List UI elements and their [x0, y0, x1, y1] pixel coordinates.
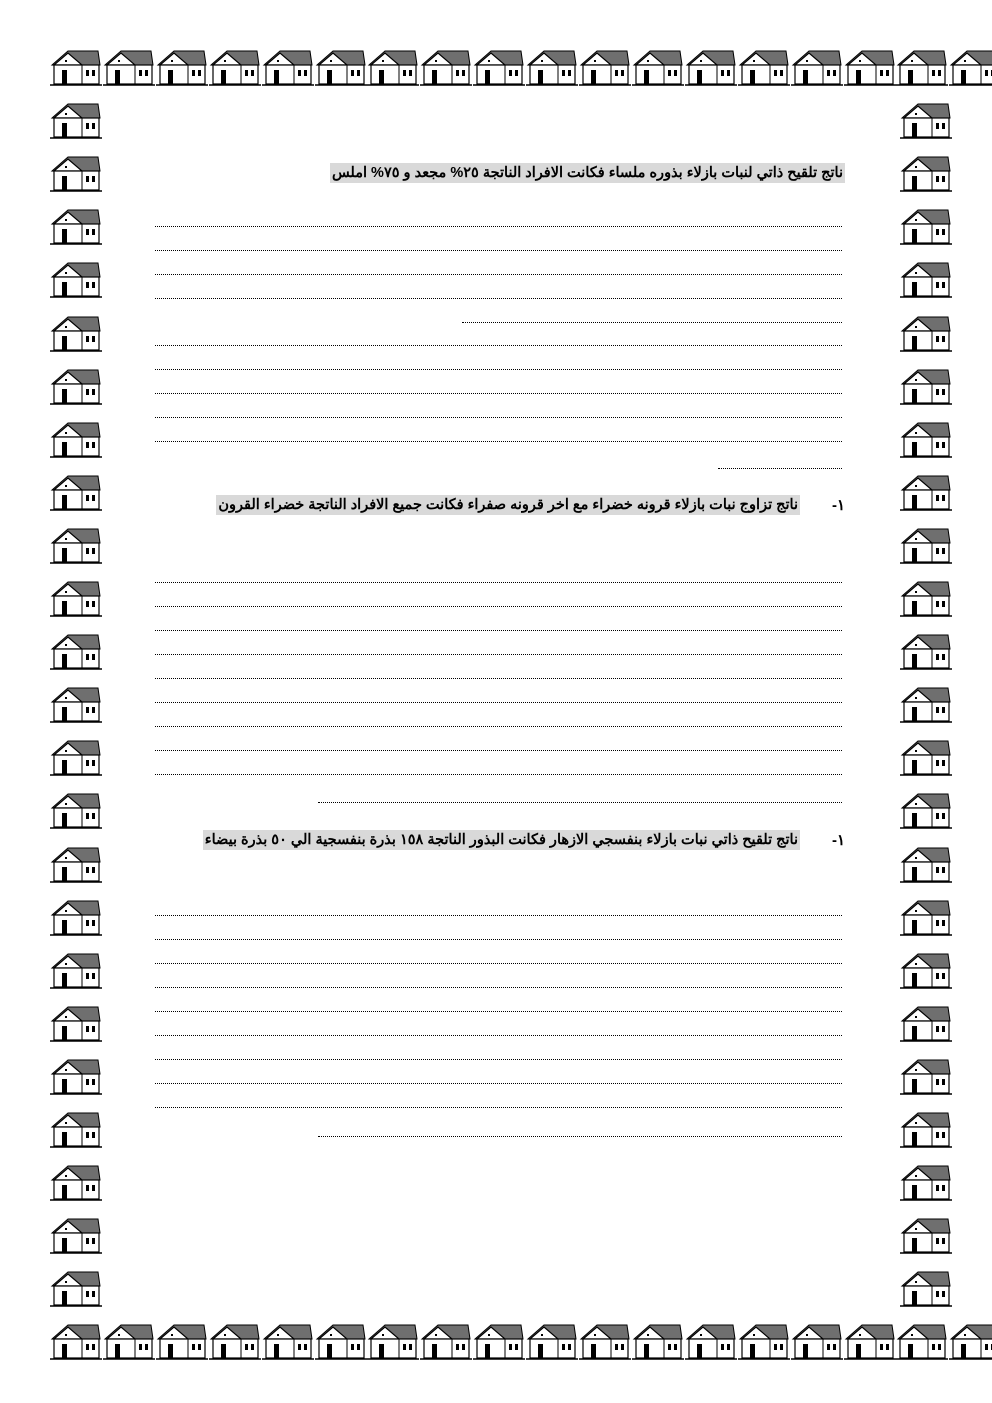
question-2 [155, 492, 845, 519]
answer-line [155, 441, 842, 442]
house-icon [209, 48, 261, 86]
house-icon [50, 1163, 102, 1201]
answer-line [155, 417, 842, 418]
house-icon [262, 48, 314, 86]
house-icon [526, 48, 578, 86]
house-icon [50, 1269, 102, 1307]
house-icon [473, 1322, 525, 1360]
house-icon [50, 1322, 102, 1360]
question-1 [330, 160, 845, 187]
answer-line [155, 1011, 842, 1012]
house-icon [156, 48, 208, 86]
house-icon [50, 738, 102, 776]
house-icon [50, 791, 102, 829]
house-icon [791, 48, 843, 86]
house-icon [900, 1110, 952, 1148]
house-icon [685, 1322, 737, 1360]
answer-line [155, 250, 842, 251]
house-icon [900, 1269, 952, 1307]
house-icon [50, 685, 102, 723]
answer-line [155, 774, 842, 775]
house-icon [50, 1004, 102, 1042]
house-icon [50, 951, 102, 989]
house-icon [50, 101, 102, 139]
house-icon [900, 845, 952, 883]
house-icon [420, 1322, 472, 1360]
house-icon [632, 48, 684, 86]
house-icon [738, 1322, 790, 1360]
house-icon [367, 48, 419, 86]
house-icon [50, 1110, 102, 1148]
house-icon [900, 1004, 952, 1042]
house-icon [579, 1322, 631, 1360]
answer-line [155, 939, 842, 940]
house-icon [473, 48, 525, 86]
house-icon [949, 1322, 992, 1360]
house-icon [579, 48, 631, 86]
answer-line [155, 630, 842, 631]
house-icon [949, 48, 992, 86]
question-2-number: ١- [831, 497, 845, 514]
house-icon [50, 314, 102, 352]
answer-line [155, 987, 842, 988]
house-icon [50, 845, 102, 883]
house-icon [900, 420, 952, 458]
house-icon [900, 473, 952, 511]
answer-line [155, 298, 842, 299]
question-3-text: ناتج تلقيح ذاتي نبات بازلاء بنفسجي الازهار فكانت البذور الناتجة ١٥٨ بذرة بنفسجية الي ٥٠ بذرة بيضاء [204, 832, 798, 848]
answer-line [155, 963, 842, 964]
answer-line [155, 582, 842, 583]
house-icon [844, 1322, 896, 1360]
answer-line [318, 802, 842, 803]
answer-line [155, 345, 842, 346]
house-icon [50, 632, 102, 670]
house-icon [50, 154, 102, 192]
house-icon [900, 685, 952, 723]
answer-line [155, 726, 842, 727]
answer-line [155, 1107, 842, 1108]
house-icon [900, 367, 952, 405]
house-icon [900, 207, 952, 245]
house-icon [900, 632, 952, 670]
house-icon [315, 1322, 367, 1360]
house-icon [420, 48, 472, 86]
house-icon [900, 738, 952, 776]
house-icon [526, 1322, 578, 1360]
question-3 [155, 827, 845, 854]
question-1-text: ناتج تلقيح ذاتي لنبات بازلاء بذوره ملساء فكانت الافراد الناتجة ٢٥% مجعد و ٧٥% املس [331, 165, 843, 181]
house-icon [900, 101, 952, 139]
house-icon [900, 1163, 952, 1201]
house-icon [632, 1322, 684, 1360]
house-icon [900, 314, 952, 352]
house-icon [900, 1216, 952, 1254]
house-icon [50, 48, 102, 86]
question-2-text: ناتج تزاوج نبات بازلاء قرونه خضراء مع اخر قرونه صفراء فكانت جميع الافراد الناتجة خضراء القرون [218, 497, 798, 513]
answer-line [318, 1136, 842, 1137]
answer-line [155, 1083, 842, 1084]
house-icon [900, 526, 952, 564]
answer-line [155, 702, 842, 703]
house-icon [896, 48, 948, 86]
answer-line [718, 468, 842, 469]
house-icon [50, 420, 102, 458]
house-icon [900, 579, 952, 617]
house-icon [50, 367, 102, 405]
house-icon [262, 1322, 314, 1360]
house-icon [738, 48, 790, 86]
answer-line [155, 369, 842, 370]
house-icon [685, 48, 737, 86]
answer-line [155, 606, 842, 607]
house-icon [50, 1057, 102, 1095]
answer-line [155, 678, 842, 679]
house-icon [50, 207, 102, 245]
house-icon [844, 48, 896, 86]
house-icon [900, 1057, 952, 1095]
answer-line [155, 750, 842, 751]
house-icon [156, 1322, 208, 1360]
house-icon [896, 1322, 948, 1360]
question-3-number: ١- [831, 832, 845, 849]
house-icon [900, 154, 952, 192]
house-icon [900, 951, 952, 989]
answer-line [155, 915, 842, 916]
house-icon [103, 1322, 155, 1360]
house-icon [50, 473, 102, 511]
house-icon [50, 898, 102, 936]
house-icon [315, 48, 367, 86]
house-icon [50, 260, 102, 298]
house-icon [367, 1322, 419, 1360]
house-icon [791, 1322, 843, 1360]
house-icon [900, 791, 952, 829]
answer-line [462, 322, 842, 323]
answer-line [155, 226, 842, 227]
house-icon [900, 898, 952, 936]
house-icon [103, 48, 155, 86]
house-icon [50, 1216, 102, 1254]
house-icon [900, 260, 952, 298]
house-icon [50, 579, 102, 617]
answer-line [155, 274, 842, 275]
answer-line [155, 654, 842, 655]
answer-line [155, 393, 842, 394]
answer-line [155, 1035, 842, 1036]
house-icon [209, 1322, 261, 1360]
house-icon [50, 526, 102, 564]
answer-line [155, 1059, 842, 1060]
